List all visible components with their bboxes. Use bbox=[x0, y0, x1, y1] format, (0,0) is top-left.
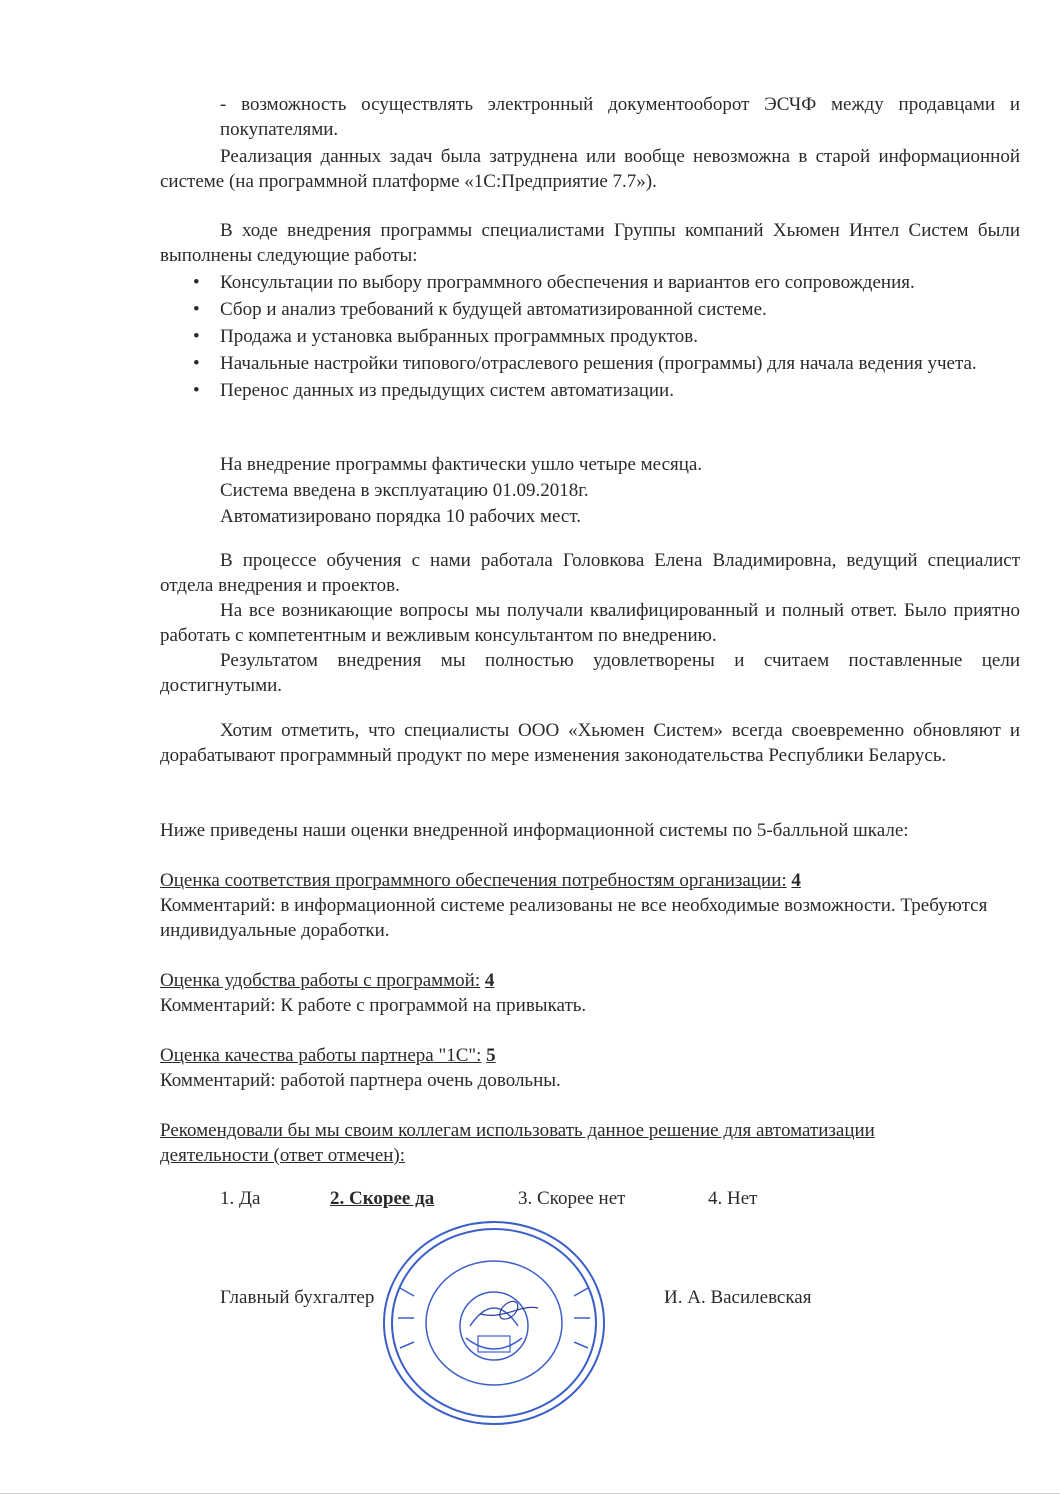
rating-2-comment: Комментарий: К работе с программой на привыкать. bbox=[160, 995, 587, 1016]
rating-2 bbox=[160, 968, 1020, 1018]
facts-launch-date: Система введена в эксплуатацию 01.09.2018г. bbox=[220, 480, 589, 501]
option-no: 4. Нет bbox=[708, 1188, 758, 1209]
list-item: • Сбор и анализ требований к будущей автоматизированной системе. bbox=[160, 297, 1020, 323]
note-paragraph bbox=[160, 718, 1020, 768]
facts-workplaces: Автоматизировано порядка 10 рабочих мест. bbox=[220, 506, 581, 527]
rating-1 bbox=[160, 868, 1020, 943]
ratings-intro-text: Ниже приведены наши оценки внедренной информационной системы по 5-балльной шкале: bbox=[160, 820, 909, 841]
recommend-question-text: Рекомендовали бы мы своим коллегам использовать данное решение для автоматизации деятельности (ответ отмечен): bbox=[160, 1120, 875, 1166]
list-item: • Начальные настройки типового/отраслевого решения (программы) для начала ведения учета. bbox=[160, 351, 1020, 377]
intro-paragraph bbox=[160, 144, 1020, 194]
recommend-question bbox=[160, 1118, 980, 1168]
intro-line bbox=[160, 92, 1020, 142]
rating-2-label: Оценка удобства работы с программой: bbox=[160, 970, 481, 991]
signature-position: Главный бухгалтер bbox=[220, 1287, 375, 1308]
option-yes: 1. Да bbox=[220, 1188, 261, 1209]
rating-2-score: 4 bbox=[484, 970, 495, 991]
official-stamp bbox=[380, 1218, 608, 1428]
list-item: • Продажа и установка выбранных программных продуктов. bbox=[160, 324, 1020, 350]
intro-paragraph-text: Реализация данных задач была затруднена или вообще невозможна в старой информационной системе (на программной платформе «1С:Предприятие 7.7»). bbox=[160, 146, 1020, 192]
training-paragraph-3 bbox=[160, 648, 1020, 698]
rating-1-label: Оценка соответствия программного обеспечения потребностям организации: bbox=[160, 870, 787, 891]
facts bbox=[160, 452, 1020, 530]
list-item: • Консультации по выбору программного обеспечения и вариантов его сопровождения. bbox=[160, 270, 1020, 296]
rating-1-comment: Комментарий: в информационной системе реализованы не все необходимые возможности. Требуются индивидуальные доработки. bbox=[160, 895, 988, 941]
option-rather-yes-selected: 2. Скорее да bbox=[330, 1188, 435, 1209]
works-list bbox=[160, 270, 1020, 404]
training-paragraph-1 bbox=[160, 548, 1020, 598]
intro-text: - возможность осуществлять электронный документооборот ЭСЧФ между продавцами и покупателями. bbox=[220, 94, 1020, 140]
works-intro bbox=[160, 218, 1020, 268]
recommend-options bbox=[220, 1186, 920, 1212]
training-text-3: Результатом внедрения мы полностью удовлетворены и считаем поставленные цели достигнутыми. bbox=[160, 650, 1020, 696]
training-text-2: На все возникающие вопросы мы получали квалифицированный и полный ответ. Было приятно работать с компетентным и вежливым консультантом по внедрению. bbox=[160, 600, 1020, 646]
list-item: • Перенос данных из предыдущих систем автоматизации. bbox=[160, 378, 1020, 404]
rating-3-comment: Комментарий: работой партнера очень довольны. bbox=[160, 1070, 561, 1091]
facts-duration: На внедрение программы фактически ушло четыре месяца. bbox=[220, 454, 703, 475]
handwritten-signature bbox=[480, 1301, 538, 1319]
training-text-1: В процессе обучения с нами работала Головкова Елена Владимировна, ведущий специалист отдела внедрения и проектов. bbox=[160, 550, 1020, 596]
works-intro-text: В ходе внедрения программы специалистами Группы компаний Хьюмен Интел Систем были выполнены следующие работы: bbox=[160, 220, 1020, 266]
signature-name: И. А. Василевская bbox=[664, 1287, 812, 1308]
note-text: Хотим отметить, что специалисты ООО «Хьюмен Систем» всегда своевременно обновляют и дорабатывают программный продукт по мере изменения законодательства Республики Беларусь. bbox=[160, 720, 1020, 766]
page-bottom-edge bbox=[0, 1493, 1060, 1494]
ratings-intro bbox=[160, 818, 1020, 843]
rating-3-score: 5 bbox=[486, 1045, 496, 1066]
rating-3-label: Оценка качества работы партнера "1С": bbox=[160, 1045, 482, 1066]
option-rather-no: 3. Скорее нет bbox=[518, 1188, 626, 1209]
rating-1-score: 4 bbox=[791, 870, 801, 891]
rating-3 bbox=[160, 1043, 1020, 1093]
training-paragraph-2 bbox=[160, 598, 1020, 648]
